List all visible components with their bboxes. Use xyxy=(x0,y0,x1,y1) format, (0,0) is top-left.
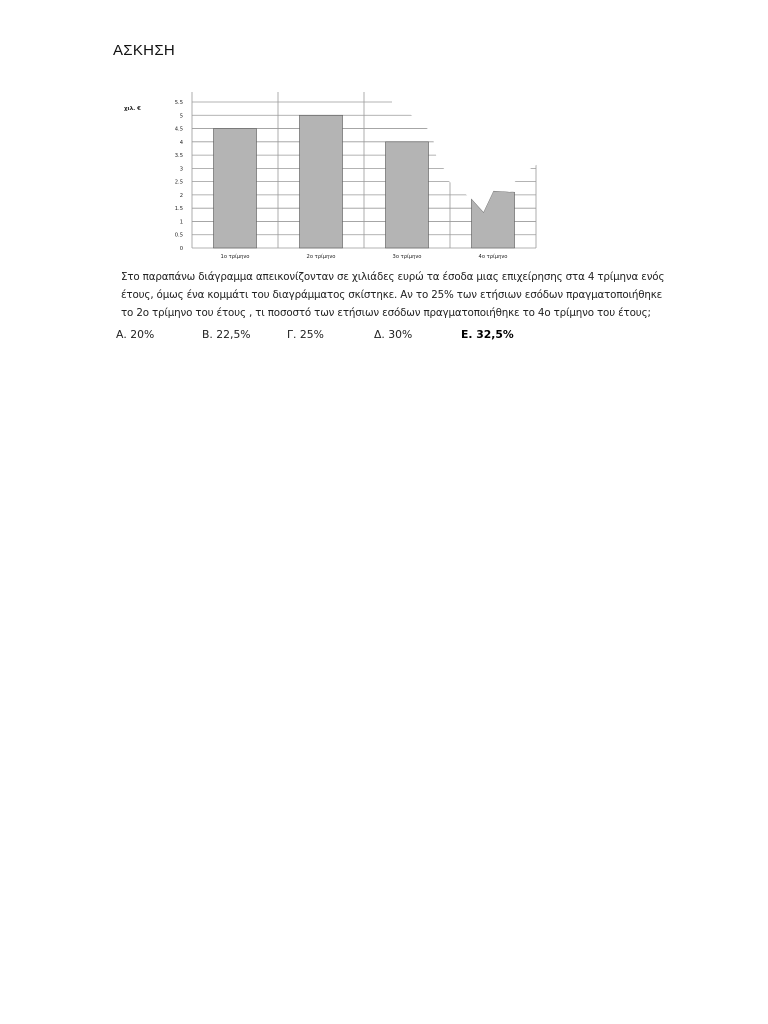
revenue-bar-chart xyxy=(118,90,548,265)
y-tick-label: 0 xyxy=(179,246,183,252)
y-tick-label: 2 xyxy=(179,192,183,199)
bar xyxy=(300,115,343,248)
answer-options xyxy=(116,328,636,344)
y-tick-label: 2.5 xyxy=(174,179,183,186)
option-c: Γ. 25% xyxy=(287,328,324,341)
option-a: Α. 20% xyxy=(116,328,155,341)
question-line: το 2ο τρίμηνο του έτους , τι ποσοστό των ετήσιων εσόδων πραγματοποιήθηκε το 4ο τρίμηνο του έτους; xyxy=(121,307,651,319)
y-tick-label: 5.5 xyxy=(174,100,183,106)
question-paragraph xyxy=(121,268,665,322)
bar xyxy=(214,129,257,248)
y-tick-label: 4.5 xyxy=(174,126,183,133)
option-b: Β. 22,5% xyxy=(202,328,251,341)
y-tick-label: 4 xyxy=(179,139,183,146)
y-tick-label: 5 xyxy=(179,113,183,120)
question-line: Στο παραπάνω διάγραμμα απεικονίζονταν σε χιλιάδες ευρώ τα έσοδα μιας επιχείρησης στα 4 τρίμηνα ενός xyxy=(121,271,665,283)
y-tick-label: 0.5 xyxy=(174,232,183,239)
y-tick-label: 1.5 xyxy=(174,206,183,213)
y-tick-label: 3 xyxy=(179,166,183,173)
x-tick-label: 2ο τρίμηνο xyxy=(306,254,336,260)
y-tick-labels xyxy=(175,100,184,252)
x-tick-label: 3ο τρίμηνο xyxy=(392,254,422,260)
x-tick-label: 4ο τρίμηνο xyxy=(478,254,508,260)
page-title: ΑΣΚΗΣΗ xyxy=(113,42,176,59)
x-tick-label: 1ο τρίμηνο xyxy=(220,254,250,260)
x-tick-labels xyxy=(221,253,508,260)
option-d: Δ. 30% xyxy=(374,328,413,341)
y-axis-label: χιλ. € xyxy=(124,106,142,112)
option-e: Ε. 32,5% xyxy=(461,328,514,341)
y-tick-label: 1 xyxy=(179,219,183,226)
y-tick-label: 3.5 xyxy=(174,153,183,160)
question-line: έτους, όμως ένα κομμάτι του διαγράμματος σκίστηκε. Αν το 25% των ετήσιων εσόδων πραγματοποιήθηκε xyxy=(121,289,663,301)
bar xyxy=(386,142,429,248)
